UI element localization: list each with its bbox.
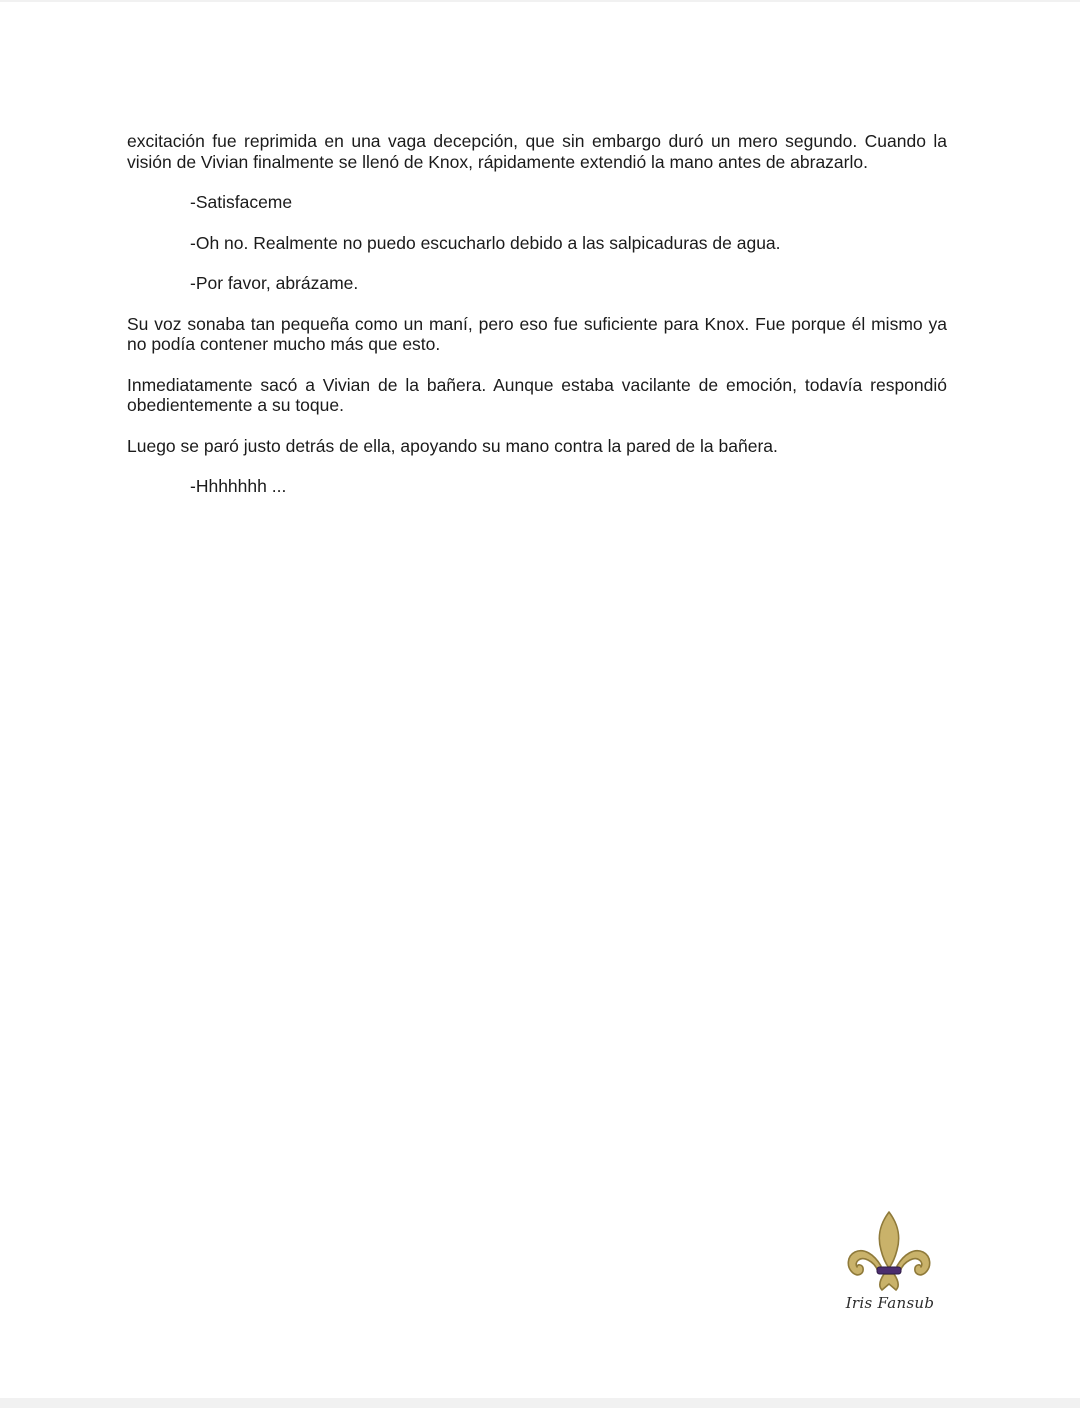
dialogue-line: -Satisfaceme bbox=[190, 192, 293, 212]
watermark-logo bbox=[838, 1210, 942, 1322]
dialogue-line: -Hhhhhhh ... bbox=[190, 476, 287, 496]
document-page bbox=[0, 2, 1080, 1398]
paragraph: excitación fue reprimida en una vaga decepción, que sin embargo duró un mero segundo. Cuando la visión de Vivian finalmente se llenó de Knox, rápidamente extendió la mano antes de abrazarlo. bbox=[127, 131, 947, 172]
dialogue-line: -Oh no. Realmente no puedo escucharlo debido a las salpicaduras de agua. bbox=[190, 232, 781, 253]
fleur-de-lis-icon bbox=[844, 1210, 934, 1292]
watermark-text: Iris Fansub bbox=[845, 1294, 935, 1312]
document-body bbox=[127, 131, 947, 517]
paragraph: Luego se paró justo detrás de ella, apoyando su mano contra la pared de la bañera. bbox=[127, 435, 778, 456]
paragraph: Su voz sonaba tan pequeña como un maní, pero eso fue suficiente para Knox. Fue porque él mismo ya no podía contener mucho más que esto. bbox=[127, 313, 947, 354]
dialogue-line: -Por favor, abrázame. bbox=[190, 273, 359, 293]
paragraph: Inmediatamente sacó a Vivian de la bañera. Aunque estaba vacilante de emoción, todavía respondió obedientemente a su toque. bbox=[127, 374, 947, 415]
